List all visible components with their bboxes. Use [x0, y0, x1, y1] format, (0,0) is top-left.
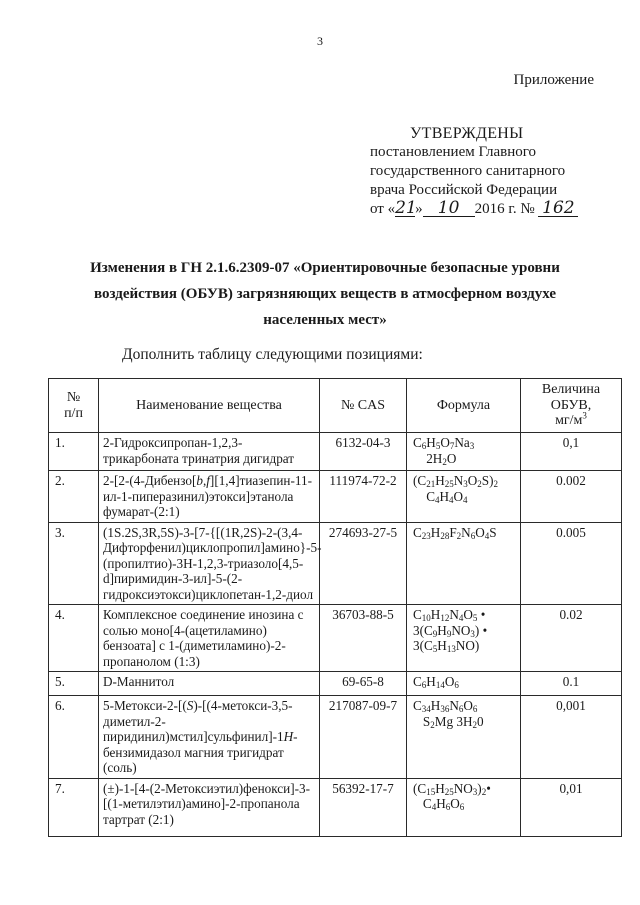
document-title — [90, 255, 560, 333]
date-day-handwritten: 21 — [395, 198, 417, 218]
row-num: 5. — [49, 672, 99, 696]
row-value: 0,1 — [521, 433, 622, 471]
row-num: 1. — [49, 433, 99, 471]
date-prefix: от « — [370, 201, 396, 217]
row-name: (±)-1-[4-(2-Метоксиэтил)фенокси]-3-[(1-метилэтил)амино]-2-пропанола тартрат (2:1) — [99, 778, 320, 836]
table-row — [49, 605, 622, 672]
table-row — [49, 522, 622, 605]
row-formula: $C_{10}H_{12}N_4O_5$ • $3(C_9H_9NO_3)$ • $3(C_5H_{13}NO)$ — [407, 605, 521, 672]
header-formula: Формула — [407, 379, 521, 433]
appendix-label: Приложение — [513, 72, 594, 88]
title-line-1: Изменения в ГН 2.1.6.2309-07 «Ориентировочные безопасные уровни — [90, 260, 560, 276]
page-number: 3 — [317, 34, 323, 48]
row-name: (1S.2S,3R,5S)-3-[7-{[(1R,2S)-2-(3,4-Дифторфенил)циклопропил]амино}-5-(пропилтио)-3H-1,2,3-триазоло[4,5-d]пиримидин-3-ил]-5-(2-гидроксиэтокси)циклопетан-1,2-диол — [99, 522, 320, 605]
date-month-handwritten: 10 — [423, 200, 475, 217]
approval-block — [370, 124, 620, 219]
row-cas: 56392-17-7 — [320, 778, 407, 836]
row-name: 2-Гидроксипропан-1,2,3-трикарбоната тринатрия дигидрат — [99, 433, 320, 471]
substances-table — [48, 378, 622, 837]
row-formula: $(C_{15}H_{25}NO_3)_2•$ $C_4H_6O_6$ — [407, 778, 521, 836]
row-formula: $C_{23}H_{28}F_2N_6O_4S$ — [407, 522, 521, 605]
header-cas: № CAS — [320, 379, 407, 433]
row-cas: 111974-72-2 — [320, 471, 407, 523]
approval-line-3: врача Российской Федерации — [370, 182, 558, 198]
row-cas: 217087-09-7 — [320, 696, 407, 779]
row-formula: $C_6H_5O_7Na_3$ $2H_2O$ — [407, 433, 521, 471]
row-value: 0.005 — [521, 522, 622, 605]
row-cas: 36703-88-5 — [320, 605, 407, 672]
row-value: 0.1 — [521, 672, 622, 696]
row-value: 0.02 — [521, 605, 622, 672]
row-num: 2. — [49, 471, 99, 523]
row-formula: $C_{34}H_{36}N_6O_6$ $S_2Mg$ $3H_20$ — [407, 696, 521, 779]
approval-line-2: государственного санитарного — [370, 163, 566, 179]
row-name: D-Маннитол — [99, 672, 320, 696]
table-row — [49, 696, 622, 779]
row-name: 2-[2-(4-Дибензо[b,f][1,4]тиазепин-11-ил-1-пиперазинил)этокси]этанола фумарат-(2:1) — [99, 471, 320, 523]
row-num: 6. — [49, 696, 99, 779]
table-row — [49, 471, 622, 523]
row-num: 7. — [49, 778, 99, 836]
row-cas: 274693-27-5 — [320, 522, 407, 605]
row-formula: $C_6H_{14}O_6$ — [407, 672, 521, 696]
table-row — [49, 778, 622, 836]
header-num: № п/п — [49, 379, 99, 433]
row-value: 0,01 — [521, 778, 622, 836]
title-line-2: воздействия (ОБУВ) загрязняющих веществ в атмосферном воздухе — [94, 286, 556, 302]
row-num: 4. — [49, 605, 99, 672]
table-row — [49, 672, 622, 696]
row-num: 3. — [49, 522, 99, 605]
header-name: Наименование вещества — [99, 379, 320, 433]
approval-date-line — [370, 200, 620, 219]
date-mid: » — [415, 201, 423, 217]
header-value: Величина ОБУВ, $мг/м^3$ — [521, 379, 622, 433]
date-year: 2016 г. № — [474, 201, 535, 217]
decree-number-handwritten: 162 — [538, 200, 578, 217]
row-formula: $(C_{21}H_{25}N_3O_2S)_2$ $C_4H_4O_4$ — [407, 471, 521, 523]
row-cas: 69-65-8 — [320, 672, 407, 696]
title-line-3: населенных мест» — [263, 312, 387, 328]
approved-title: УТВЕРЖДЕНЫ — [410, 125, 524, 142]
row-name: Комплексное соединение инозина с солью моно[4-(ацетиламино) бензоата] с 1-(диметиламино)-2-пропанолом (1:3) — [99, 605, 320, 672]
row-cas: 6132-04-3 — [320, 433, 407, 471]
table-header-row — [49, 379, 622, 433]
row-name: 5-Метокси-2-[(S)-[(4-метокси-3,5-диметил-2-пиридинил)мстил]сульфинил]-1H-бензимидазол магния тригидрат (соль) — [99, 696, 320, 779]
row-value: 0,001 — [521, 696, 622, 779]
row-value: 0.002 — [521, 471, 622, 523]
table-row — [49, 433, 622, 471]
intro-text: Дополнить таблицу следующими позициями: — [122, 346, 423, 363]
approval-line-1: постановлением Главного — [370, 144, 537, 160]
